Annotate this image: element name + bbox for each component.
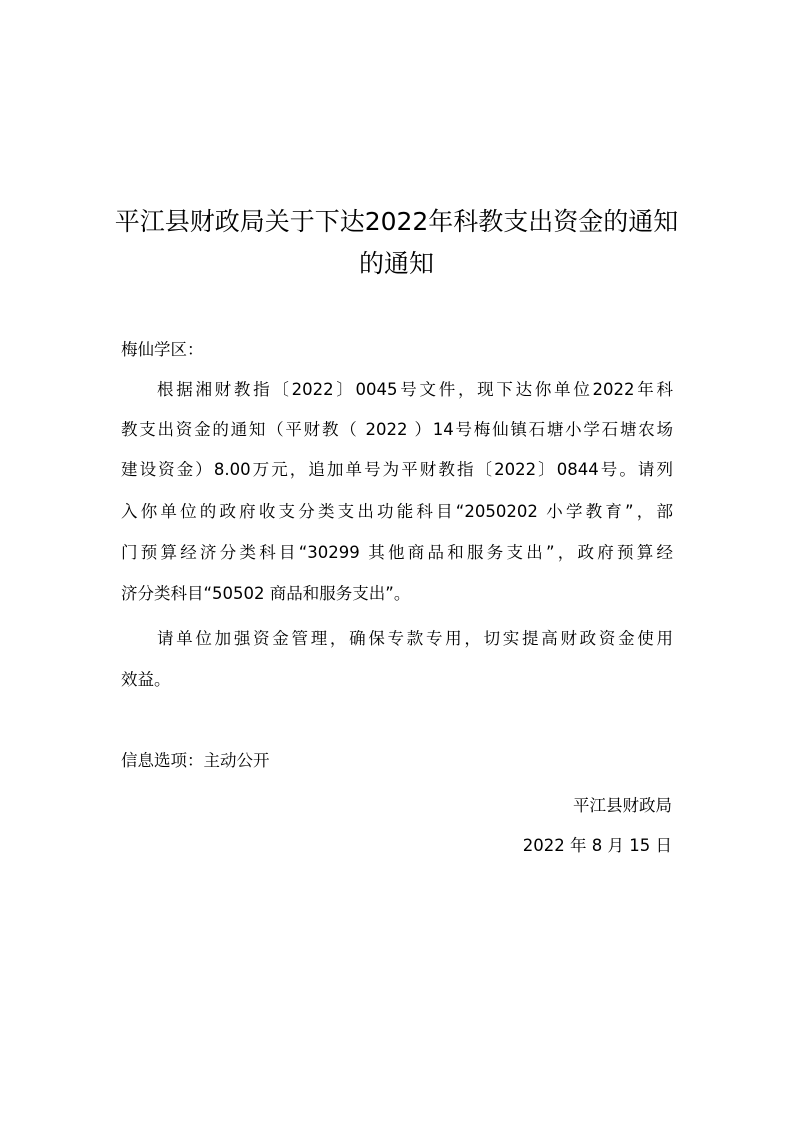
paragraph-1-line-2: 教支出资金的通知（平财教（ 2022 ）14号梅仙镇石塘小学石塘农场 (121, 420, 673, 439)
signature-org: 平江县财政局 (573, 796, 672, 815)
paragraph-1-line-4: 入你单位的政府收支分类支出功能科目“2050202 小学教育”，部 (121, 502, 673, 521)
paragraph-1-line-1: 根据湘财教指〔2022〕0045号文件，现下达你单位2022年科 (157, 380, 673, 399)
document-title-line-1: 平江县财政局关于下达2022年科教支出资金的通知 (114, 207, 679, 236)
paragraph-1-line-6: 济分类科目“50502 商品和服务支出”。 (121, 584, 411, 603)
document-title-line-2: 的通知 (358, 249, 434, 278)
paragraph-2-line-2: 效益。 (121, 670, 171, 689)
paragraph-1-line-5: 门预算经济分类科目“30299 其他商品和服务支出”，政府预算经 (121, 543, 673, 562)
info-disclosure: 信息选项：主动公开 (121, 751, 270, 770)
signature-date: 2022 年 8 月 15 日 (522, 836, 672, 855)
salutation: 梅仙学区： (121, 340, 204, 359)
paragraph-2-line-1: 请单位加强资金管理，确保专款专用，切实提高财政资金使用 (157, 629, 673, 648)
paragraph-1-line-3: 建设资金）8.00万元，追加单号为平财教指〔2022〕0844号。请列 (121, 460, 673, 479)
